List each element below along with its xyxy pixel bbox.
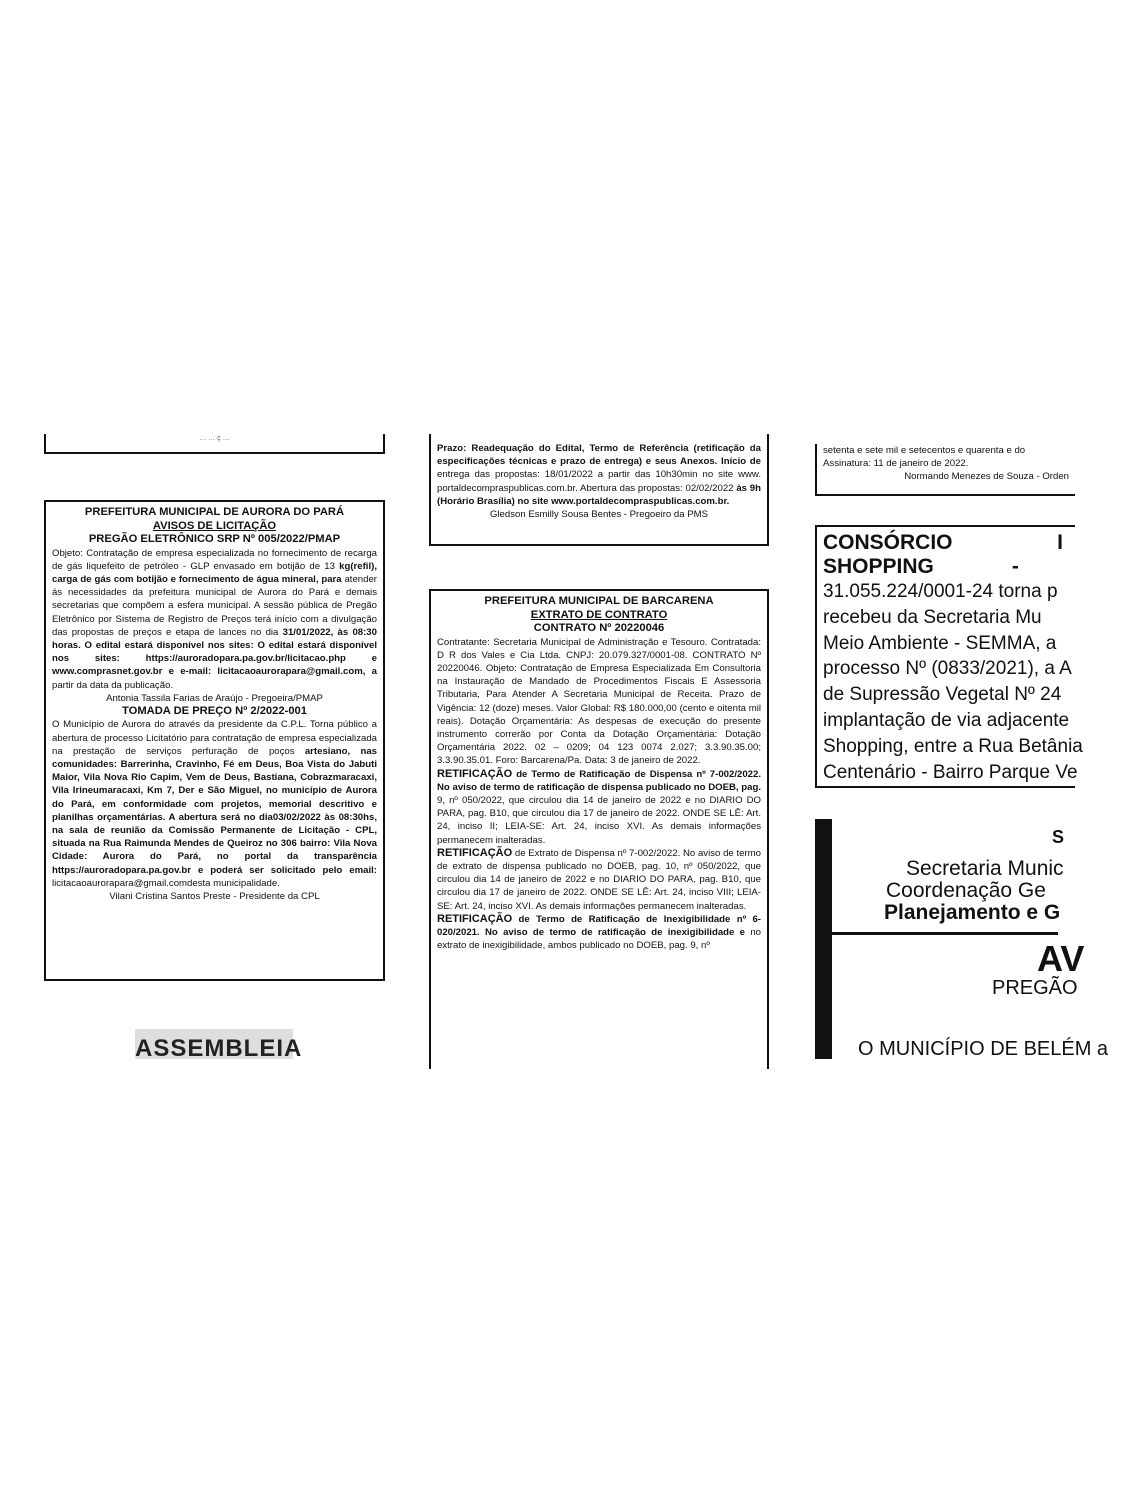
col1-top-box [44, 434, 385, 454]
aurora-title: PREFEITURA MUNICIPAL DE AURORA DO PARÁ [84, 506, 345, 518]
consorcio-line-1: 31.055.224/0001-24 torna p [823, 581, 1058, 602]
consorcio-heading-2b: - [1011, 555, 1019, 578]
consorcio-heading-1: CONSÓRCIO [823, 531, 953, 554]
col1-top-fragment: … … ç … [199, 435, 230, 442]
aurora-subtitle: AVISOS DE LICITAÇÃO [152, 519, 277, 532]
belem-pregao: PREGÃO [992, 977, 1078, 999]
consorcio-heading-1b: I [1057, 531, 1063, 554]
aurora-pregao-signature: Antonia Tassila Farias de Araújo - Pregoeira/PMAP [106, 692, 323, 704]
col2-top-signature: Gledson Esmilly Sousa Bentes - Pregoeiro da PMS [489, 509, 709, 521]
belem-sec-3: Planejamento e G [884, 901, 1061, 924]
aurora-notice-box [44, 500, 385, 981]
aurora-pregao-title: PREGÃO ELETRÔNICO SRP Nº 005/2022/PMAP [88, 533, 341, 545]
belem-letter: S [1052, 827, 1065, 847]
barcarena-contract-title: CONTRATO Nº 20220046 [533, 622, 665, 634]
newspaper-page-strip [0, 435, 1109, 1062]
consorcio-line-6: implantação de via adjacente [823, 709, 1070, 731]
col2-top-box [429, 434, 769, 546]
col3-top-text-1: setenta e sete mil e setecentos e quarenta e do [823, 445, 1026, 456]
barcarena-title: PREFEITURA MUNICIPAL DE BARCARENA [484, 595, 714, 607]
aurora-pregao-text: Objeto: Contratação de empresa especializada no fornecimento de recarga de gás liquefeito de petróleo - GLP envasado em botijão de 13 kg(refil), carga de gás com botijão e fornecimento de água mineral, para atender ás necessidades da prefeitura municipal de Aurora do Pará e demais secretarias que compõem a esfera municipal. A sessão pública de Pregão Eletrônico por Sistema de Registro de Preços terá início com a divulgação das propostas de preços e etapa de lances no dia 31/01/2022, às 08:30 horas. O edital estará disponível nos sites: O edital estará disponível nos sites: https://auroradopara.pa.gov.br/licitacao.php e www.comprasnet.gov.br e e-mail: licitacaoaurorapara@gmail.com, a partir da data da publicação. [52, 547, 377, 691]
consorcio-heading-2: SHOPPING [823, 555, 934, 578]
belem-municipio: O MUNICÍPIO DE BELÉM a [858, 1038, 1109, 1060]
barcarena-contract-text: Contratante: Secretaria Municipal de Administração e Tesouro. Contratada: D R dos Vales e Cia Ltda. CNPJ: 20.079.327/0001-08. CONTRATO Nº 20220046. Objeto: Contratação de Empresa Especializada Em Consultoria na Instauração de Mandado de Procedimentos Fiscais E Assessoria Tributaria, Para Atender A Secretaria Municipal de Receita. Prazo de Vigência: 12 (doze) meses. Valor Global: R$ 180.000,00 (cento e oitenta mil reais). Dotação Orçamentária: As despesas de execução do presente instrumento correrão por Conta da Dotação Orçamentária: Dotação Orçamentária 2022. 02 – 0209; 04 123 0074 2.027; 3.3.90.35.00; 3.3.90.35.01. Foro: Barcarena/Pa. Data: 3 de janeiro de 2022. [437, 636, 761, 767]
consorcio-line-4: processo Nº (0833/2021), a A [823, 658, 1072, 680]
col2-top-text: Prazo: Readequação do Edital, Termo de Referência (retificação da especificações técnicas e prazo de entrega) e seus Anexos. Início de entrega das propostas: 18/01/2022 a partir das 10h30min no site www. portaldecompraspublicas.com.br. Abertura das propostas: 02/02/2022 às 9h (Horário Brasília) no site www.portaldecompraspublicas.com.br. [437, 443, 761, 507]
barcarena-retificacao-1: RETIFICAÇÃO de Termo de Ratificação de Dispensa nº 7-002/2022. No aviso de termo de ratificação de dispensa publicado no DOEB, pag. 9, nº 050/2022, que circulou dia 14 de janeiro de 2022 e no DIARIO DO PARA, pag. B10, que circulou dia 17 de janeiro de 2022. ONDE SE LÊ: Art. 24, inciso II; LEIA-SE: Art. 24, inciso XVI. As demais informações permanecem inalteradas. [437, 767, 761, 846]
consorcio-heading-row-2 [823, 555, 1123, 579]
col3-top-box [815, 444, 1075, 496]
barcarena-retificacao-2: RETIFICAÇÃO de Extrato de Dispensa nº 7-002/2022. No aviso de termo de extrato de dispensa publicado no DOEB, pag. 10, nº 050/2022, que circulou dia 14 de janeiro de 2022 e no DIARIO DO PARA, pag. B10, que circulou dia 17 de janeiro de 2022. ONDE SE LÊ: Art. 24, inciso VIII; LEIA-SE: Art. 24, inciso XVI. As demais informações permanecem inalteradas. [437, 846, 761, 912]
consorcio-line-5: de Supressão Vegetal Nº 24 [823, 684, 1062, 706]
barcarena-subtitle: EXTRATO DE CONTRATO [530, 608, 668, 621]
consorcio-line-8: Centenário - Bairro Parque Ve [823, 761, 1078, 783]
barcarena-notice-box [429, 589, 769, 1069]
belem-sec-2: Coordenação Ge [886, 879, 1046, 902]
belem-left-black-bar [815, 819, 832, 1059]
assembleia-text: ASSEMBLEIA [135, 1035, 303, 1062]
col3-top-text-2: Assinatura: 11 de janeiro de 2022. [823, 458, 969, 470]
aurora-tomada-signature: Vilani Cristina Santos Preste - Presidente da CPL [109, 891, 320, 903]
belem-sec-1: Secretaria Munic [906, 857, 1064, 880]
col3-top-signature: Normando Menezes de Souza - Orden [904, 471, 1069, 483]
consorcio-line-7: Shopping, entre a Rua Betânia [823, 735, 1083, 757]
assembleia-banner [135, 1029, 303, 1062]
consorcio-line-3: Meio Ambiente - SEMMA, a [823, 632, 1057, 654]
belem-notice [832, 819, 1109, 1060]
aurora-tomada-title: TOMADA DE PREÇO Nº 2/2022-001 [121, 704, 307, 717]
barcarena-retificacao-3: RETIFICAÇÃO de Termo de Ratificação de Inexigibilidade nº 6-020/2021. No aviso de termo de ratificação de inexigibilidade e no extrato de inexigibilidade, ambos publicado no DOEB, pag. 9, nº [437, 912, 761, 952]
consorcio-notice-box [815, 525, 1083, 788]
consorcio-heading-row-1 [823, 531, 1123, 555]
consorcio-line-2: recebeu da Secretaria Mu [823, 606, 1042, 628]
aurora-tomada-text: O Município de Aurora do através da presidente da C.P.L. Torna público a abertura de processo Licitatório para contratação de empresa especializada na prestação de serviços perfuração de poços artesiano, nas comunidades: Barrerinha, Cravinho, Fé em Deus, Boa Vista do Jabuti Maior, Vila Nova Rio Capim, Vem de Deus, Bastiana, Cobrazmaracaxi, Vila Irineumaracaxi, Km 7, Der e São Miguel, no município de Aurora do Pará, em conformidade com projetos, memorial descritivo e planilhas orçamentárias. A abertura será no dia03/02/2022 às 08:30hs, na sala de reunião da Comissão Permanente de Licitação - CPL, situada na Rua Raimunda Mendes de Queiroz no 306 bairro: Vila Nova Cidade: Aurora do Pará, no portal da transparência https://auroradopara.pa.gov.br e poderá ser solicitado pelo email: licitacaoaurorapara@gmail.comdesta municipalidade. [52, 719, 377, 889]
belem-big-letter: AV [1037, 938, 1085, 979]
